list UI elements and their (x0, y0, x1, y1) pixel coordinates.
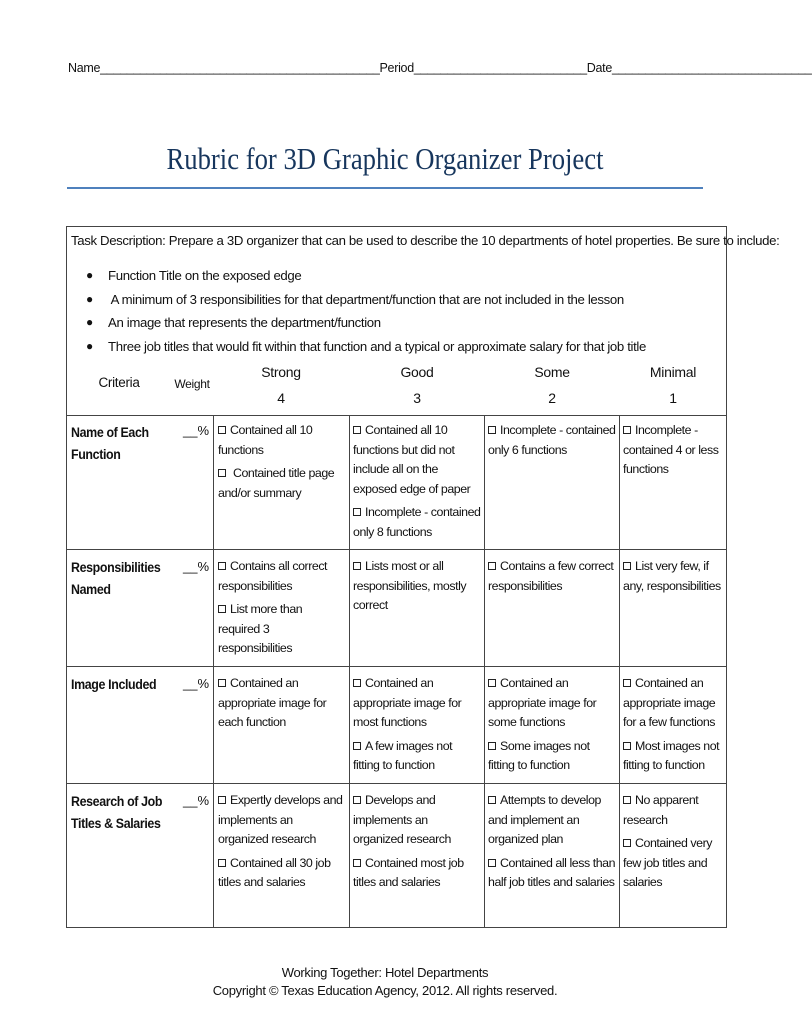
checkbox-icon (488, 562, 496, 570)
cell-minimal (623, 421, 725, 484)
cell-some (488, 674, 616, 780)
bullet-icon: ● (86, 268, 93, 282)
bullet-icon: ● (86, 291, 93, 306)
row-divider (67, 666, 726, 667)
cell-text: List more than required 3 responsibilities (218, 602, 303, 655)
criterion-responsibilities-named: Responsibilities Named (71, 560, 161, 597)
cell-text: Contains all correct responsibilities (218, 559, 328, 593)
rubric-table (66, 226, 780, 928)
cell-good (353, 674, 481, 780)
title-underline (67, 187, 703, 189)
checkbox-icon (623, 839, 631, 847)
cell-minimal (623, 674, 725, 780)
checkbox-icon (353, 508, 361, 516)
checkbox-icon (488, 426, 496, 434)
level-score: 3 (413, 390, 421, 406)
cell-text: Contained all less than half job titles and salaries (488, 855, 616, 889)
weight-value: __% (183, 559, 210, 574)
level-score: 4 (277, 390, 285, 406)
cell-text: A few images not fitting to function (353, 738, 453, 772)
checkbox-icon (353, 562, 361, 570)
checkbox-icon (218, 426, 226, 434)
cell-text: Contained all 10 functions but did not include all on the exposed edge of paper (353, 423, 471, 496)
level-score: 2 (548, 390, 556, 406)
cell-text: Most images not fitting to function (623, 738, 720, 772)
cell-text: Lists most or all responsibilities, mostly correct (353, 559, 467, 612)
list-item (67, 264, 646, 288)
column-header-criteria: Criteria (98, 375, 140, 390)
cell-strong (218, 557, 346, 663)
checkbox-icon (353, 742, 361, 750)
criterion-image-included: Image Included (71, 677, 157, 692)
cell-text: Contained very few job titles and salaries (623, 836, 713, 889)
list-item (67, 288, 646, 312)
checkbox-icon (218, 859, 226, 867)
criterion-research-job-titles-salaries: Research of Job Titles & Salaries (71, 794, 163, 831)
checkbox-icon (488, 742, 496, 750)
list-item (67, 335, 646, 359)
checkbox-icon (623, 742, 631, 750)
name-period-date-line: Name__________________________________________Period__________________________Date______________________________ (68, 61, 812, 75)
checkbox-icon (218, 605, 226, 613)
column-divider (619, 415, 620, 927)
cell-minimal (623, 557, 725, 600)
column-divider (484, 415, 485, 927)
checkbox-icon (353, 679, 361, 687)
bullet-text: Function Title on the exposed edge (108, 268, 302, 283)
checkbox-icon (353, 859, 361, 867)
checkbox-icon (218, 562, 226, 570)
cell-text: Contained most job titles and salaries (353, 855, 464, 889)
cell-text: Expertly develops and implements an organized research (218, 793, 343, 846)
cell-text: Contained an appropriate image for each function (218, 676, 327, 729)
checkbox-icon (353, 796, 361, 804)
cell-text: No apparent research (623, 793, 699, 827)
cell-text: Incomplete - contained 4 or less functions (623, 423, 719, 476)
checkbox-icon (623, 679, 631, 687)
row-divider (67, 783, 726, 784)
cell-strong (218, 674, 346, 737)
cell-text: Develops and implements an organized research (353, 793, 451, 846)
cell-text: Contained all 30 job titles and salaries (218, 855, 331, 889)
checkbox-icon (353, 426, 361, 434)
criterion-name-of-each-function: Name of Each Function (71, 425, 149, 462)
cell-strong (218, 421, 346, 507)
cell-text: List very few, if any, responsibilities (623, 559, 721, 593)
requirements-list (67, 264, 646, 358)
cell-text: Some images not fitting to function (488, 738, 590, 772)
checkbox-icon (623, 562, 631, 570)
column-header-some (484, 359, 620, 411)
cell-good (353, 421, 481, 546)
checkbox-icon (218, 679, 226, 687)
bullet-text: A minimum of 3 responsibilities for that department/function that are not included in the lesson (108, 291, 624, 307)
checkbox-icon (218, 796, 226, 804)
bullet-icon: ● (86, 315, 93, 329)
cell-text: Contained an appropriate image for most functions (353, 676, 462, 729)
checkbox-icon (623, 796, 631, 804)
cell-some (488, 421, 616, 464)
cell-minimal (623, 791, 725, 897)
column-header-weight: Weight (174, 377, 210, 391)
column-divider (213, 415, 214, 927)
cell-text: Incomplete - contained only 8 functions (353, 505, 481, 539)
cell-text: Contained an appropriate image for a few functions (623, 676, 716, 729)
bullet-icon: ● (86, 338, 93, 353)
page-footer (0, 964, 770, 1000)
weight-value: __% (183, 423, 210, 438)
checkbox-icon (218, 469, 226, 477)
checkbox-icon (488, 859, 496, 867)
document-title: Rubric for 3D Graphic Organizer Project (166, 141, 604, 176)
cell-text: Incomplete - contained only 6 functions (488, 423, 616, 457)
cell-text: Contained an appropriate image for some functions (488, 676, 597, 729)
list-item (67, 311, 646, 335)
checkbox-icon (623, 426, 631, 434)
weight-value: __% (183, 676, 210, 691)
row-divider (67, 415, 726, 416)
footer-title: Working Together: Hotel Departments (281, 965, 489, 980)
row-divider (67, 549, 726, 550)
column-header-good (349, 359, 485, 411)
level-score: 1 (669, 390, 677, 406)
checkbox-icon (488, 796, 496, 804)
bullet-text: An image that represents the department/function (108, 315, 381, 330)
column-divider (349, 415, 350, 927)
cell-text: Contained all 10 functions (218, 423, 313, 457)
cell-some (488, 791, 616, 897)
task-description: Task Description: Prepare a 3D organizer that can be used to describe the 10 departments of hotel properties. Be sure to include: (71, 233, 780, 248)
cell-text: Contained title page and/or summary (218, 466, 335, 500)
level-label: Good (400, 364, 434, 380)
cell-good (353, 791, 481, 897)
column-header-minimal (619, 359, 727, 411)
copyright-notice: Copyright © Texas Education Agency, 2012. All rights reserved. (212, 983, 558, 998)
bullet-text: Three job titles that would fit within that function and a typical or approximate salary for that job title (108, 338, 646, 354)
level-label: Minimal (649, 364, 697, 380)
column-header-strong (213, 359, 349, 411)
weight-value: __% (183, 793, 210, 808)
checkbox-icon (488, 679, 496, 687)
level-label: Some (534, 364, 570, 380)
cell-text: Attempts to develop and implement an organized plan (488, 793, 601, 846)
cell-text: Contains a few correct responsibilities (488, 559, 614, 593)
cell-good (353, 557, 481, 620)
cell-strong (218, 791, 346, 897)
cell-some (488, 557, 616, 600)
level-label: Strong (261, 364, 301, 380)
